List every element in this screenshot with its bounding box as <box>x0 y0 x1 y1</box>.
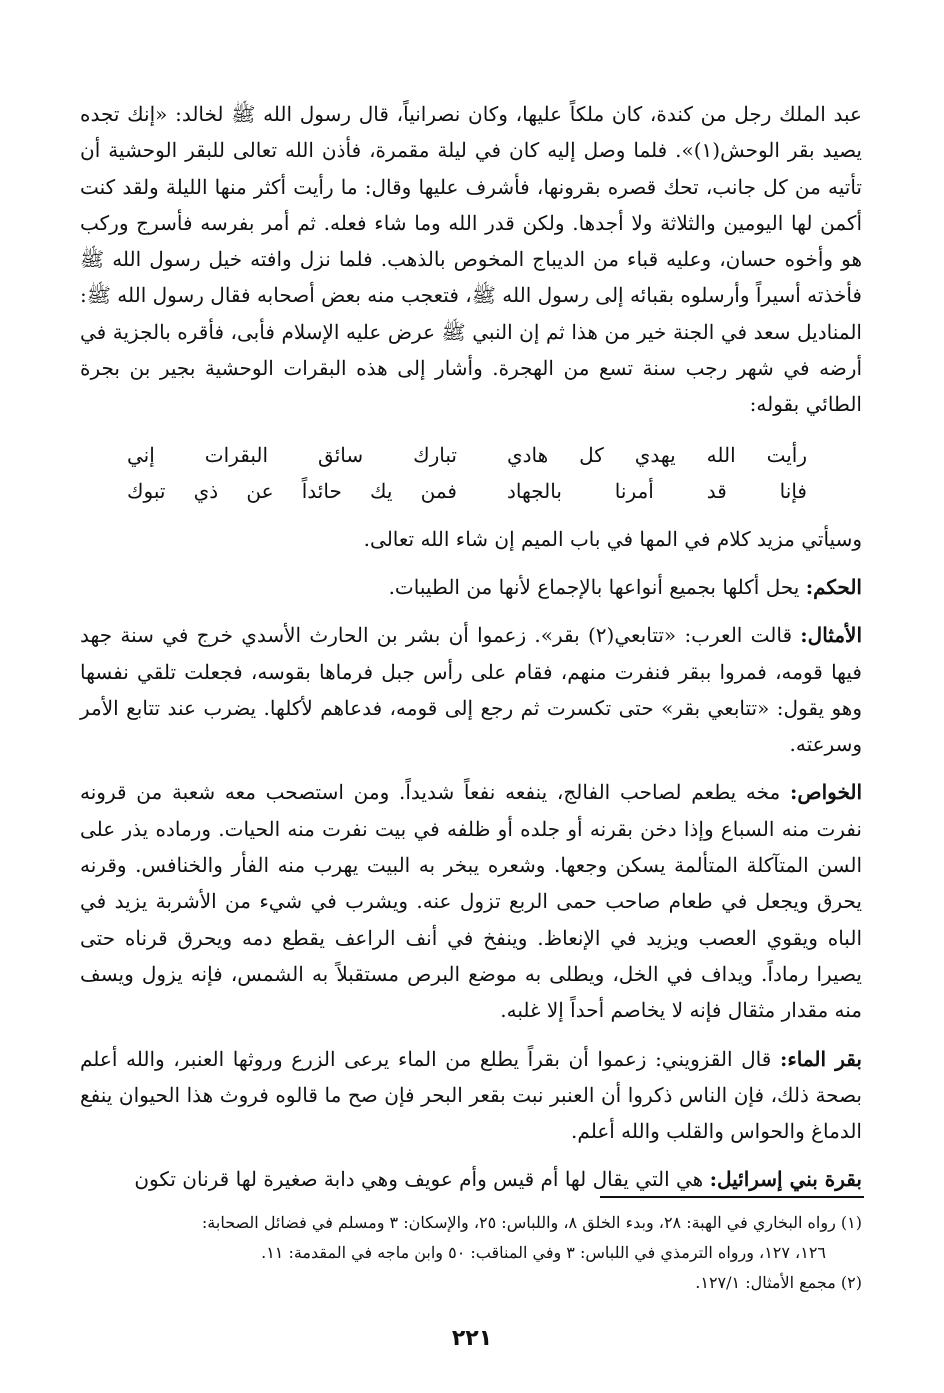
page-number: ٢٢١ <box>451 1326 493 1351</box>
footnote: (٢) مجمع الأمثال: ١٢٧/١. <box>695 1273 862 1292</box>
paragraph-cross-reference: وسيأتي مزيد كلام في المها في باب الميم إن شاء الله تعالى. <box>363 526 862 551</box>
poem-line <box>80 473 862 509</box>
section-term: الأمثال: <box>800 623 862 648</box>
section-term: بقر الماء: <box>779 1046 862 1071</box>
section-text: مخه يطعم لصاحب الفالج، ينفعه نفعاً شديداً. ومن استصحب معه شعبة من قرونه نفرت منه السباع وإذا دخن بقرنه أو جلده أو ظلفه في بيت نفرت منه الحيات. ورماده يذر على السن المتآكلة المتألمة يسكن وجعها. وشعره يبخر به البيت يهرب منه الفأر والخنافس. وقرنه يحرق ويجعل في طعام صاحب حمى الربع تزول عنه. ويشرب في شيء من الأشربة يزيد في الباه ويقوي العصب ويزيد في الإنعاظ. وينفخ في أنف الراعف يقطع دمه ويحرق قرناه حتى يصيرا رماداً. ويداف في الخل، ويطلى به موضع البرص مستقبلاً به الشمس، فإنه يزول ويسف منه مقدار مثقال فإنه لا يخاصم أحداً إلا غلبه. <box>80 780 862 1023</box>
section-term: الخواص: <box>790 780 863 805</box>
paragraph-story: عبد الملك رجل من كندة، كان ملكاً عليها، وكان نصرانياً، قال رسول الله ﷺ لخالد: «إنك تجده يصيد بقر الوحش(١)». فلما وصل إليه كان في ليلة مقمرة، فأذن الله تعالى للبقر الوحشية أن تأتيه من كل جانب، تحك قصره بقرونها، فأشرف عليها وقال: ما رأيت أكثر منها الليلة ولقد كنت أكمن لها اليومين والثلاثة ولا أجدها. ولكن قدر الله وما شاء فعله. ثم أمر بفرسه فأسرج وركب هو وأخوه حسان، وعليه قباء من الديباج المخوص بالذهب. فلما نزل وافته خيل رسول الله ﷺ فأخذته أسيراً وأرسلوه بقبائه إلى رسول الله ﷺ، فتعجب منه بعض أصحابه فقال رسول الله ﷺ: المناديل سعد في الجنة خير من هذا ثم إن النبي ﷺ عرض عليه الإسلام فأبى، فأقره بالجزية في أرضه في شهر رجب سنة تسع من الهجرة. وأشار إلى هذه البقرات الوحشية بجير بن بجرة الطائي بقوله: <box>80 102 862 417</box>
section-text: قالت العرب: «تتابعي(٢) بقر». زعموا أن بشر بن الحارث الأسدي خرج في سنة جهد فيها قومه، فمروا ببقر فنفرت منهم، فقام على رأس جبل فرماها بقوسه، فجعلت تلقي نفسها وهو يقول: «تتابعي بقر» حتى تكسرت ثم رجع إلى قومه، فدعاهم لأكلها. يضرب عند تتابع الأمر وسرعته. <box>80 623 862 757</box>
paragraph-hukm <box>80 569 862 605</box>
poem-hemistich: فإنا قد أمرنا بالجهاد <box>507 478 807 503</box>
paragraph-baqarat-israil <box>80 1161 862 1197</box>
section-text: قال القزويني: زعموا أن بقراً يطلع من الماء يرعى الزرع وروثها العنبر، والله أعلم بصحة ذلك، فإن الناس ذكروا أن العنبر نبت بقعر البحر فإن صح ما قالوه فروث هذا الحيوان ينفع الدماغ والحواس والقلب والله أعلم. <box>80 1046 862 1144</box>
footnote-divider <box>600 1196 864 1198</box>
paragraph-amthal <box>80 617 862 762</box>
section-term: الحكم: <box>805 574 862 599</box>
poem <box>80 437 862 509</box>
footnotes <box>80 1208 862 1298</box>
section-text: يحل أكلها بجميع أنواعها بالإجماع لأنها من الطيبات. <box>388 574 806 599</box>
section-text: هي التي يقال لها أم قيس وأم عويف وهي دابة صغيرة لها قرنان تكون <box>134 1167 710 1192</box>
footnote: (١) رواه البخاري في الهبة: ٢٨، وبدء الخلق ٨، واللباس: ٢٥، والإسكان: ٣ ومسلم في فضائل الصحابة: <box>201 1213 862 1232</box>
poem-hemistich: فمن يك حائداً عن ذي تبوك <box>127 478 457 503</box>
poem-hemistich: رأيت الله يهدي كل هادي <box>507 442 807 467</box>
main-text <box>80 96 862 1198</box>
poem-line <box>80 437 862 473</box>
section-term: بقرة بني إسرائيل: <box>709 1167 862 1192</box>
paragraph-baqar-almaa <box>80 1041 862 1150</box>
paragraph-khawas <box>80 774 862 1028</box>
poem-hemistich: تبارك سائق البقرات إني <box>127 442 457 467</box>
footnote-continuation: ١٢٦، ١٢٧، ورواه الترمذي في اللباس: ٣ وفي المناقب: ٥٠ وابن ماجه في المقدمة: ١١. <box>261 1243 826 1262</box>
